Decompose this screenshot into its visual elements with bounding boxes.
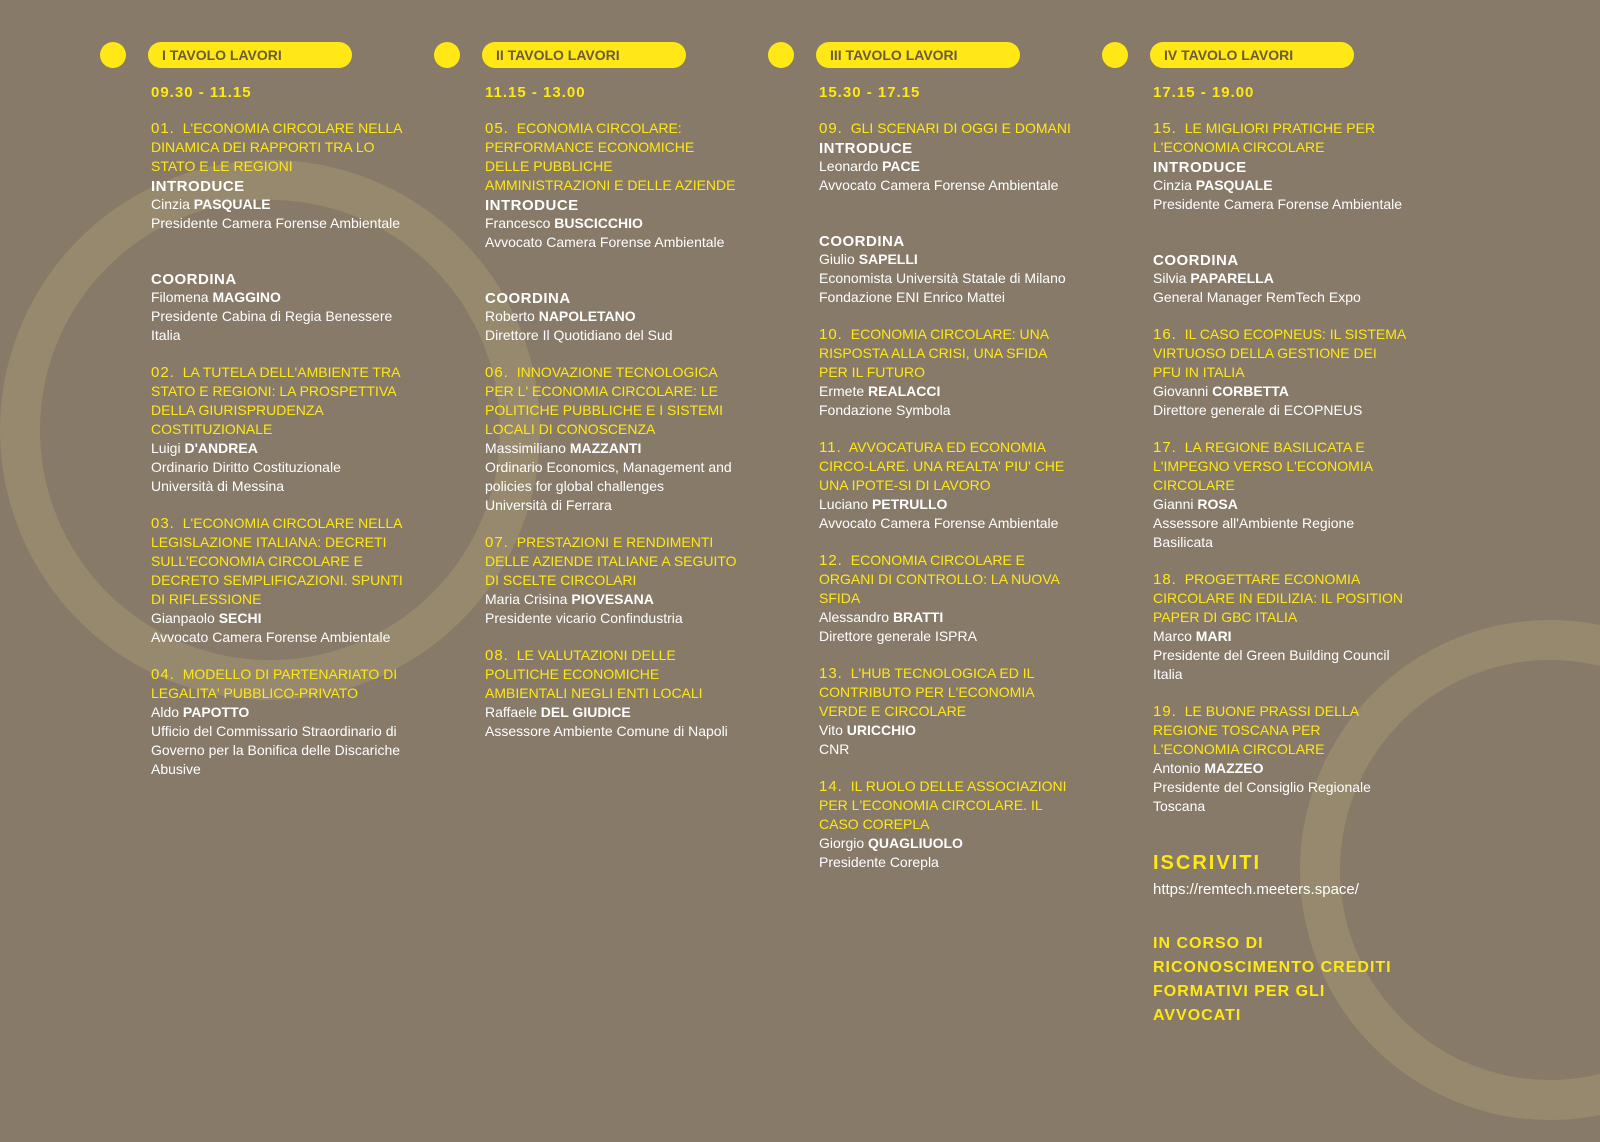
item-title-text: LE VALUTAZIONI DELLE POLITICHE ECONOMICHE AMBIENTALI NEGLI ENTI LOCALI: [485, 647, 703, 701]
bullet-dot-icon: [768, 42, 794, 68]
speaker-name: [485, 307, 739, 326]
item-title: [819, 119, 1073, 138]
bullet-dot-icon: [100, 42, 126, 68]
agenda-item: [485, 646, 739, 741]
item-number: 17.: [1153, 439, 1177, 456]
speaker-name: [1153, 269, 1407, 288]
session-time: 09.30 - 11.15: [151, 84, 252, 101]
item-title: [819, 777, 1073, 834]
session-header: [434, 40, 739, 70]
item-title: [1153, 119, 1407, 157]
speaker-last-name: MARI: [1195, 628, 1232, 644]
speaker-first-name: Raffaele: [485, 704, 537, 720]
agenda-item: [151, 514, 405, 647]
speaker-last-name: CORBETTA: [1212, 383, 1289, 399]
speaker-affiliation: Direttore generale ISPRA: [819, 628, 977, 644]
item-title: [151, 514, 405, 609]
speaker-first-name: Luciano: [819, 496, 869, 512]
role-label: INTRODUCE: [151, 178, 245, 195]
session-label: IV TAVOLO LAVORI: [1150, 42, 1354, 68]
item-title-text: GLI SCENARI DI OGGI E DOMANI: [850, 120, 1071, 136]
session-time: 17.15 - 19.00: [1153, 84, 1255, 101]
speaker-last-name: URICCHIO: [846, 722, 916, 738]
speaker-affiliation: Università di Ferrara: [485, 497, 612, 513]
spacer: [819, 195, 1073, 219]
speaker-last-name: SAPELLI: [858, 251, 918, 267]
role-label: INTRODUCE: [485, 197, 579, 214]
speaker-affiliation: Presidente del Consiglio Regionale Toscana: [1153, 779, 1371, 814]
agenda-item: [485, 363, 739, 515]
speaker-last-name: MAZZEO: [1204, 760, 1264, 776]
speaker-first-name: Filomena: [151, 289, 209, 305]
session-header: [1102, 40, 1407, 70]
item-title: [151, 119, 405, 176]
item-title-text: MODELLO DI PARTENARIATO DI LEGALITA' PUBBLICO-PRIVATO: [151, 666, 398, 701]
role-label: COORDINA: [151, 271, 237, 288]
speaker-name: [151, 439, 405, 458]
speaker-affiliation: Presidente del Green Building Council Italia: [1153, 647, 1390, 682]
item-number: 08.: [485, 647, 509, 664]
item-title-text: ECONOMIA CIRCOLARE: UNA RISPOSTA ALLA CRISI, UNA SFIDA PER IL FUTURO: [819, 326, 1049, 380]
session-label: II TAVOLO LAVORI: [482, 42, 686, 68]
agenda-item: [819, 551, 1073, 646]
speaker-affiliation: Avvocato Camera Forense Ambientale: [819, 177, 1059, 193]
speaker-affiliation: Avvocato Camera Forense Ambientale: [485, 234, 725, 250]
item-title-text: LE MIGLIORI PRATICHE PER L'ECONOMIA CIRCOLARE: [1153, 120, 1376, 155]
credits-note: IN CORSO DI RICONOSCIMENTO CREDITI FORMATIVI PER GLI AVVOCATI: [1153, 935, 1392, 1024]
speaker-last-name: PETRULLO: [871, 496, 948, 512]
speaker-last-name: BUSCICCHIO: [554, 215, 643, 231]
speaker-affiliation: Presidente Corepla: [819, 854, 939, 870]
speaker-first-name: Antonio: [1153, 760, 1201, 776]
agenda-item: [151, 363, 405, 496]
session-header: [100, 40, 405, 70]
item-title: [1153, 325, 1407, 382]
speaker-last-name: NAPOLETANO: [538, 308, 636, 324]
session-items: [1153, 119, 1407, 816]
role-label: INTRODUCE: [1153, 159, 1247, 176]
speaker-first-name: Leonardo: [819, 158, 879, 174]
bullet-dot-icon: [1102, 42, 1128, 68]
speaker-name: [151, 609, 405, 628]
speaker-first-name: Giovanni: [1153, 383, 1209, 399]
speaker-affiliation: Fondazione Symbola: [819, 402, 951, 418]
speaker-first-name: Gianpaolo: [151, 610, 215, 626]
item-number: 13.: [819, 665, 843, 682]
item-title-text: L'ECONOMIA CIRCOLARE NELLA DINAMICA DEI RAPPORTI TRA LO STATO E LE REGIONI: [151, 120, 402, 174]
item-title: [1153, 438, 1407, 495]
session-time: 11.15 - 13.00: [485, 84, 586, 101]
speaker-name: [1153, 759, 1407, 778]
speaker-first-name: Cinzia: [151, 196, 190, 212]
speaker-name: [485, 439, 739, 458]
spacer: [1153, 214, 1407, 238]
item-number: 03.: [151, 515, 175, 532]
item-number: 16.: [1153, 326, 1177, 343]
speaker-first-name: Alessandro: [819, 609, 890, 625]
speaker-name: [485, 590, 739, 609]
agenda-item: [819, 777, 1073, 872]
session-header: [768, 40, 1073, 70]
speaker-name: [819, 721, 1073, 740]
session-items: [485, 119, 739, 741]
speaker-affiliation: Presidente Camera Forense Ambientale: [1153, 196, 1403, 212]
item-title: [485, 533, 739, 590]
item-title-text: PROGETTARE ECONOMIA CIRCOLARE IN EDILIZIA: IL POSITION PAPER DI GBC ITALIA: [1153, 571, 1403, 625]
speaker-affiliation: Direttore generale di ECOPNEUS: [1153, 402, 1363, 418]
item-number: 09.: [819, 120, 843, 137]
register-heading: ISCRIVITI: [1153, 852, 1262, 874]
role-label: COORDINA: [485, 290, 571, 307]
speaker-name: [819, 157, 1073, 176]
agenda-item: [151, 665, 405, 779]
speaker-affiliation: Avvocato Camera Forense Ambientale: [151, 629, 391, 645]
agenda-item: [151, 119, 405, 345]
item-title-text: LE BUONE PRASSI DELLA REGIONE TOSCANA PER L'ECONOMIA CIRCOLARE: [1153, 703, 1359, 757]
speaker-affiliation: Ufficio del Commissario Straordinario di Governo per la Bonifica delle Discariche Abusive: [151, 723, 401, 777]
speaker-affiliation: Assessore all'Ambiente Regione Basilicata: [1153, 515, 1355, 550]
speaker-name: [819, 250, 1073, 269]
speaker-last-name: MAZZANTI: [569, 440, 642, 456]
speaker-last-name: QUAGLIUOLO: [868, 835, 963, 851]
register-link[interactable]: https://remtech.meeters.space/: [1153, 881, 1359, 898]
agenda-item: [1153, 325, 1407, 420]
agenda-item: [1153, 702, 1407, 816]
item-title: [1153, 570, 1407, 627]
speaker-name: [485, 214, 739, 233]
item-number: 02.: [151, 364, 175, 381]
agenda-item: [819, 664, 1073, 759]
speaker-last-name: REALACCI: [868, 383, 941, 399]
session-label: I TAVOLO LAVORI: [148, 42, 352, 68]
speaker-name: [819, 382, 1073, 401]
speaker-name: [151, 703, 405, 722]
speaker-last-name: MAGGINO: [212, 289, 281, 305]
speaker-affiliation: CNR: [819, 741, 850, 757]
speaker-last-name: PAPARELLA: [1190, 270, 1274, 286]
agenda-item: [485, 119, 739, 345]
speaker-affiliation: Economista Università Statale di Milano: [819, 270, 1066, 286]
speaker-affiliation: Ordinario Economics, Management and policies for global challenges: [485, 459, 732, 494]
speaker-last-name: SECHI: [218, 610, 262, 626]
speaker-first-name: Giulio: [819, 251, 855, 267]
role-label: COORDINA: [1153, 252, 1239, 269]
agenda-item: [485, 533, 739, 628]
speaker-last-name: PACE: [882, 158, 920, 174]
speaker-first-name: Gianni: [1153, 496, 1194, 512]
item-number: 05.: [485, 120, 509, 137]
item-title-text: AVVOCATURA ED ECONOMIA CIRCO-LARE. UNA REALTA' PIU' CHE UNA IPOTE-SI DI LAVORO: [819, 439, 1065, 493]
session-column-4: [1102, 40, 1407, 1028]
item-title-text: PRESTAZIONI E RENDIMENTI DELLE AZIENDE ITALIANE A SEGUITO DI SCELTE CIRCOLARI: [485, 534, 737, 588]
speaker-name: [1153, 495, 1407, 514]
speaker-affiliation: Presidente Camera Forense Ambientale: [151, 215, 401, 231]
speaker-first-name: Massimiliano: [485, 440, 566, 456]
role-label: INTRODUCE: [819, 140, 913, 157]
item-title-text: LA TUTELA DELL'AMBIENTE TRA STATO E REGIONI: LA PROSPETTIVA DELLA GIURISPRUDENZA COSTITUZIONALE: [151, 364, 400, 437]
speaker-last-name: DEL GIUDICE: [540, 704, 631, 720]
item-number: 07.: [485, 534, 509, 551]
item-number: 14.: [819, 778, 843, 795]
speaker-affiliation: Assessore Ambiente Comune di Napoli: [485, 723, 728, 739]
item-title: [819, 438, 1073, 495]
speaker-first-name: Silvia: [1153, 270, 1187, 286]
item-number: 11.: [819, 439, 842, 456]
agenda-item: [1153, 438, 1407, 552]
speaker-first-name: Cinzia: [1153, 177, 1192, 193]
speaker-last-name: PASQUALE: [193, 196, 271, 212]
speaker-first-name: Maria Crisina: [485, 591, 568, 607]
speaker-affiliation: Avvocato Camera Forense Ambientale: [819, 515, 1059, 531]
agenda-item: [819, 438, 1073, 533]
speaker-affiliation: Presidente vicario Confindustria: [485, 610, 683, 626]
item-title-text: L'ECONOMIA CIRCOLARE NELLA LEGISLAZIONE ITALIANA: DECRETI SULL'ECONOMIA CIRCOLARE E DECRETO SEMPLIFICAZIONI. SPUNTI DI RIFLESSIONE: [151, 515, 403, 607]
speaker-name: [819, 834, 1073, 853]
speaker-name: [1153, 176, 1407, 195]
speaker-name: [1153, 627, 1407, 646]
item-number: 04.: [151, 666, 175, 683]
speaker-name: [151, 195, 405, 214]
speaker-affiliation: General Manager RemTech Expo: [1153, 289, 1361, 305]
item-title: [485, 119, 739, 195]
item-title-text: IL RUOLO DELLE ASSOCIAZIONI PER L'ECONOMIA CIRCOLARE. IL CASO COREPLA: [819, 778, 1067, 832]
session-column-2: [434, 40, 739, 741]
speaker-last-name: ROSA: [1197, 496, 1238, 512]
speaker-last-name: D'ANDREA: [184, 440, 258, 456]
speaker-first-name: Roberto: [485, 308, 535, 324]
speaker-first-name: Giorgio: [819, 835, 865, 851]
speaker-name: [1153, 382, 1407, 401]
item-title: [819, 551, 1073, 608]
item-number: 15.: [1153, 120, 1177, 137]
session-label: III TAVOLO LAVORI: [816, 42, 1020, 68]
item-title: [819, 325, 1073, 382]
speaker-first-name: Vito: [819, 722, 843, 738]
session-items: [151, 119, 405, 779]
item-title-text: INNOVAZIONE TECNOLOGICA PER L' ECONOMIA CIRCOLARE: LE POLITICHE PUBBLICHE E I SISTEMI LOCALI DI CONOSCENZA: [485, 364, 724, 437]
speaker-first-name: Francesco: [485, 215, 551, 231]
item-number: 12.: [819, 552, 843, 569]
item-title: [485, 363, 739, 439]
item-number: 01.: [151, 120, 175, 137]
speaker-last-name: BRATTI: [892, 609, 944, 625]
role-label: COORDINA: [819, 233, 905, 250]
session-column-3: [768, 40, 1073, 872]
agenda-item: [819, 325, 1073, 420]
agenda-item: [1153, 570, 1407, 684]
item-number: 06.: [485, 364, 509, 381]
item-number: 10.: [819, 326, 843, 343]
item-title-text: LA REGIONE BASILICATA E L'IMPEGNO VERSO L'ECONOMIA CIRCOLARE: [1153, 439, 1373, 493]
session-items: [819, 119, 1073, 872]
speaker-last-name: PASQUALE: [1195, 177, 1273, 193]
speaker-first-name: Aldo: [151, 704, 180, 720]
item-title-text: L'HUB TECNOLOGICA ED IL CONTRIBUTO PER L'ECONOMIA VERDE E CIRCOLARE: [819, 665, 1034, 719]
spacer: [485, 252, 739, 276]
session-column-1: [100, 40, 405, 779]
speaker-first-name: Marco: [1153, 628, 1192, 644]
speaker-affiliation: Direttore Il Quotidiano del Sud: [485, 327, 673, 343]
item-title: [819, 664, 1073, 721]
item-title: [151, 665, 405, 703]
bullet-dot-icon: [434, 42, 460, 68]
item-title: [1153, 702, 1407, 759]
speaker-affiliation: Fondazione ENI Enrico Mattei: [819, 289, 1005, 305]
speaker-affiliation: Presidente Cabina di Regia Benessere Italia: [151, 308, 393, 343]
item-title-text: ECONOMIA CIRCOLARE: PERFORMANCE ECONOMICHE DELLE PUBBLICHE AMMINISTRAZIONI E DELLE AZIENDE: [485, 120, 736, 193]
item-title: [151, 363, 405, 439]
speaker-name: [151, 288, 405, 307]
speaker-affiliation: Università di Messina: [151, 478, 285, 494]
agenda-item: [819, 119, 1073, 307]
item-title: [485, 646, 739, 703]
speaker-name: [819, 608, 1073, 627]
spacer: [151, 233, 405, 257]
speaker-name: [485, 703, 739, 722]
speaker-name: [819, 495, 1073, 514]
speaker-last-name: PIOVESANA: [571, 591, 654, 607]
speaker-first-name: Luigi: [151, 440, 181, 456]
item-title-text: ECONOMIA CIRCOLARE E ORGANI DI CONTROLLO: LA NUOVA SFIDA: [819, 552, 1060, 606]
speaker-affiliation: Ordinario Diritto Costituzionale: [151, 459, 341, 475]
item-number: 19.: [1153, 703, 1177, 720]
agenda-item: [1153, 119, 1407, 307]
footer-block: [1153, 852, 1407, 1028]
session-time: 15.30 - 17.15: [819, 84, 921, 101]
speaker-first-name: Ermete: [819, 383, 865, 399]
item-number: 18.: [1153, 571, 1177, 588]
speaker-last-name: PAPOTTO: [182, 704, 250, 720]
item-title-text: IL CASO ECOPNEUS: IL SISTEMA VIRTUOSO DELLA GESTIONE DEI PFU IN ITALIA: [1153, 326, 1406, 380]
